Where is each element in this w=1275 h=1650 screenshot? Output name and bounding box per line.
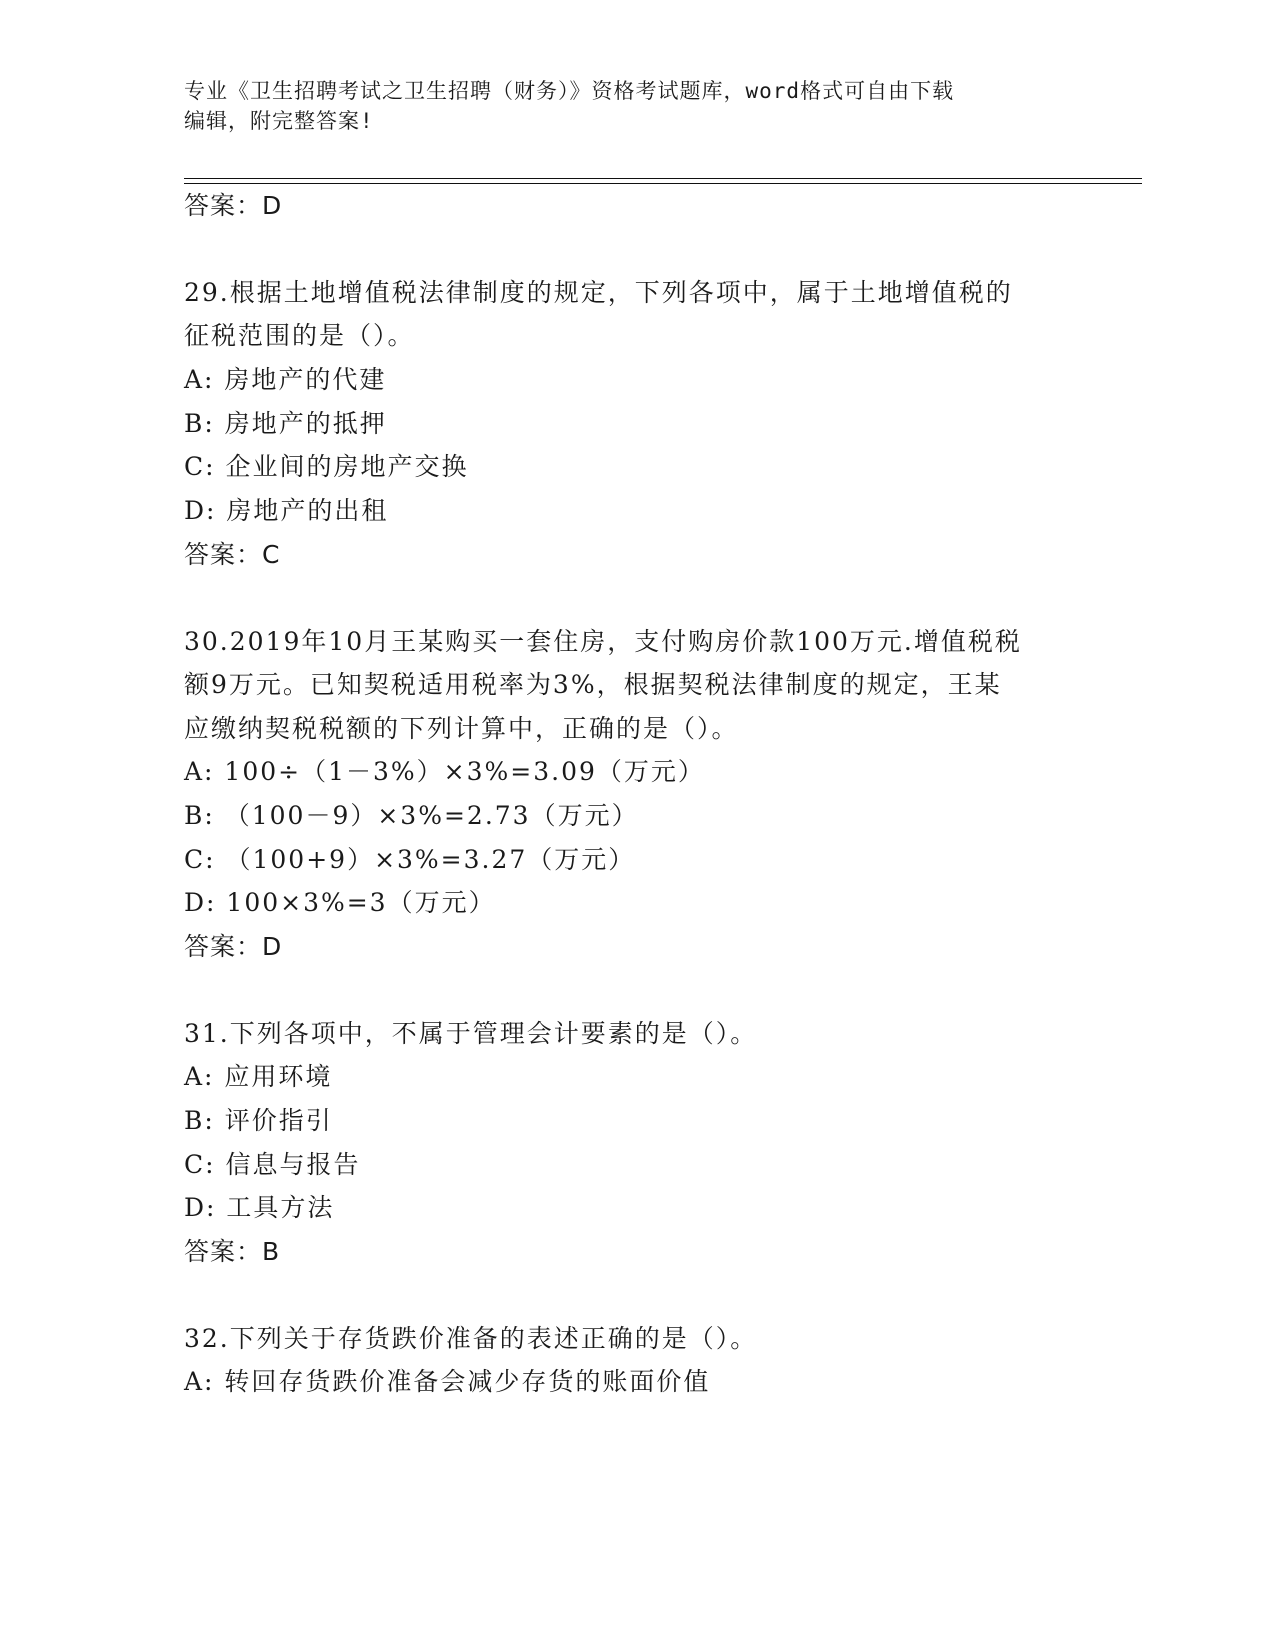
q29-option-d: D: 房地产的出租 — [184, 496, 389, 525]
q30-option-a: A: 100÷（1－3%）×3%=3.09（万元） — [184, 757, 705, 786]
q31-stem-line-1: 31.下列各项中，不属于管理会计要素的是（）。 — [184, 1019, 758, 1048]
q31-option-b: B: 评价指引 — [184, 1106, 333, 1135]
q29-option-b: B: 房地产的抵押 — [184, 409, 387, 438]
header-rule-top — [184, 178, 1142, 179]
q30-option-c: C: （100+9）×3%=3.27（万元） — [184, 845, 636, 874]
q30-answer: 答案：D — [184, 932, 283, 961]
document-header — [184, 76, 1064, 136]
q30-option-d: D: 100×3%=3（万元） — [184, 888, 496, 917]
q29-option-c: C: 企业间的房地产交换 — [184, 452, 469, 481]
header-line-1: 专业《卫生招聘考试之卫生招聘（财务）》资格考试题库，word格式可自由下载 — [184, 79, 955, 103]
q32-stem-line-1: 32.下列关于存货跌价准备的表述正确的是（）。 — [184, 1324, 758, 1353]
q29-option-a: A: 房地产的代建 — [184, 365, 387, 394]
q30-stem-line-2: 额9万元。已知契税适用税率为3%，根据契税法律制度的规定，王某 — [184, 670, 1002, 699]
q30-stem-line-3: 应缴纳契税税额的下列计算中，正确的是（）。 — [184, 714, 739, 743]
q30-option-b: B: （100－9）×3%=2.73（万元） — [184, 801, 639, 830]
q29-stem-line-1: 29.根据土地增值税法律制度的规定，下列各项中，属于土地增值税的 — [184, 278, 1013, 307]
q31-option-d: D: 工具方法 — [184, 1193, 335, 1222]
q31-answer: 答案：B — [184, 1237, 281, 1266]
q31-option-c: C: 信息与报告 — [184, 1150, 361, 1179]
header-rule-bottom — [184, 183, 1142, 184]
q32-option-a: A: 转回存货跌价准备会减少存货的账面价值 — [184, 1367, 711, 1396]
header-line-2: 编辑，附完整答案! — [184, 109, 374, 133]
q31-option-a: A: 应用环境 — [184, 1062, 333, 1091]
q29-answer: 答案：C — [184, 540, 281, 569]
answer-prev: 答案：D — [184, 191, 283, 220]
q30-stem-line-1: 30.2019年10月王某购买一套住房，支付购房价款100万元.增值税税 — [184, 627, 1022, 656]
q29-stem-line-2: 征税范围的是（）。 — [184, 321, 415, 350]
